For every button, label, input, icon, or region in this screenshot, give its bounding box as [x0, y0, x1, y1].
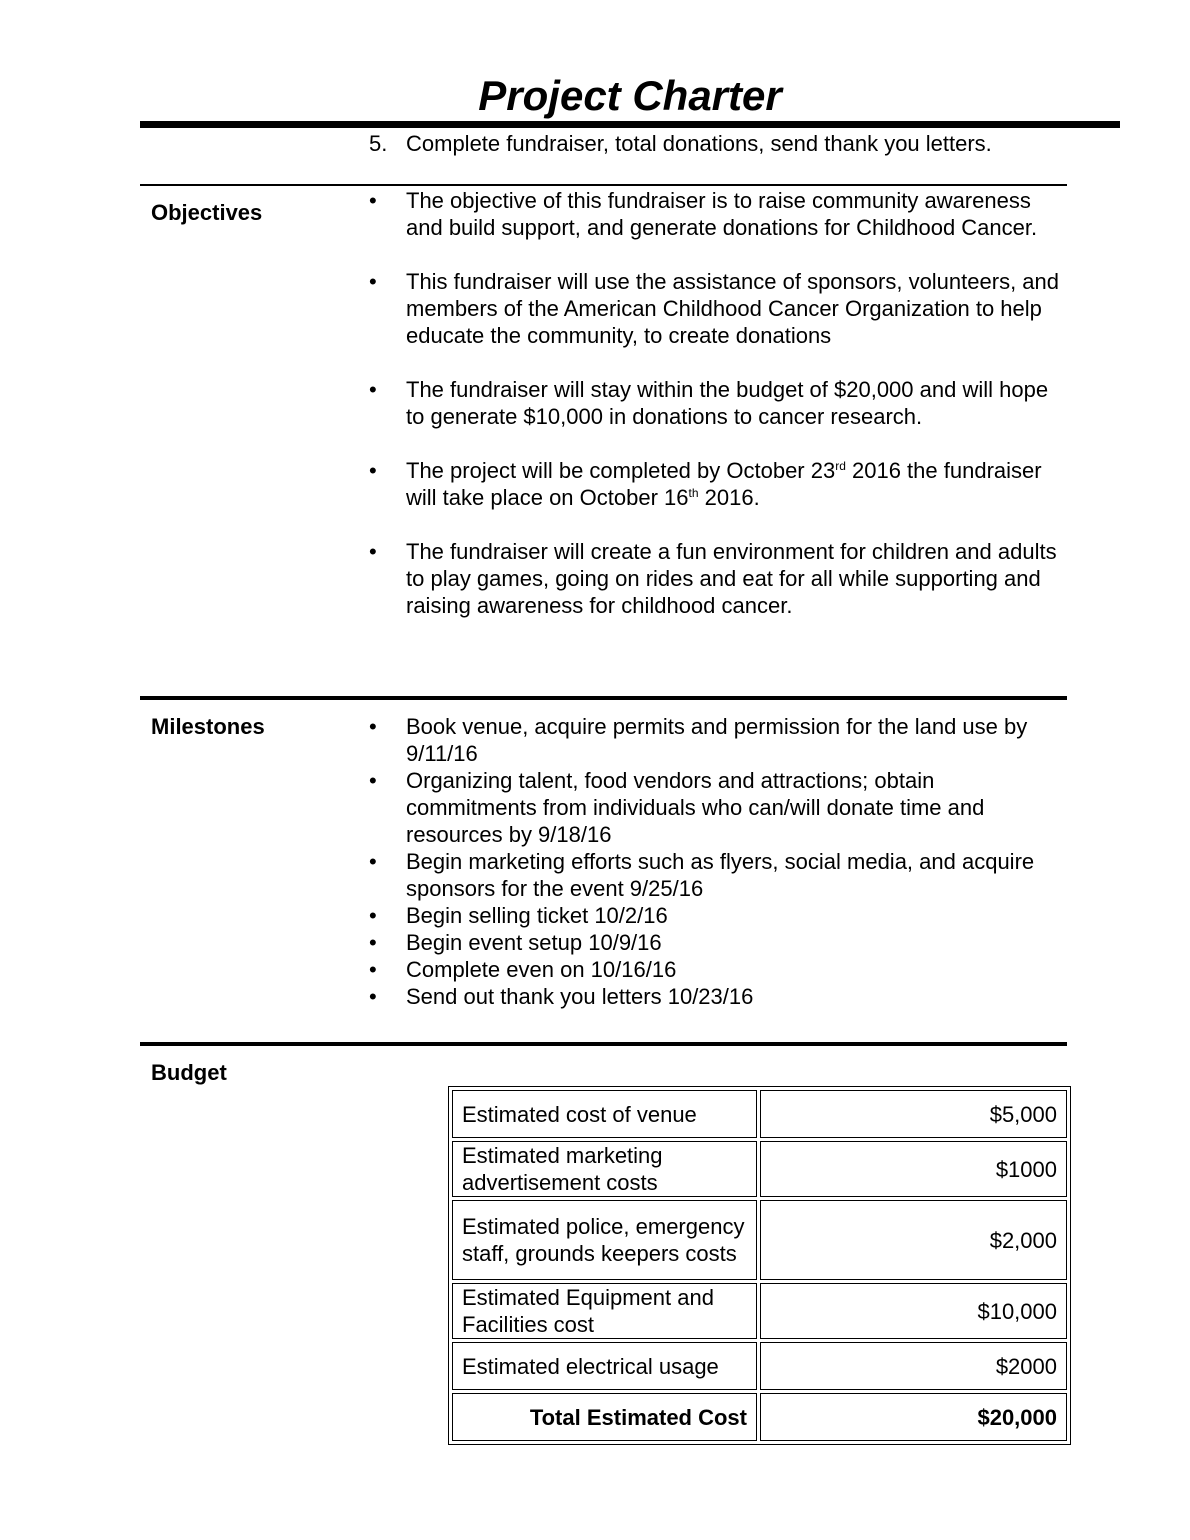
list-item: [369, 538, 1069, 619]
milestone-text: Complete even on 10/16/16: [406, 957, 677, 982]
budget-item-amount: $5,000: [760, 1090, 1067, 1138]
table-row: [452, 1283, 1067, 1339]
bullet-icon: •: [369, 957, 377, 982]
step-number: 5.: [369, 131, 388, 156]
list-item: [369, 956, 1069, 983]
budget-label: Budget: [151, 1060, 227, 1085]
list-item: [369, 902, 1069, 929]
bullet-icon: •: [369, 930, 377, 955]
section-divider: [140, 696, 1067, 700]
budget-item-amount: $2000: [760, 1342, 1067, 1390]
budget-total-label: Total Estimated Cost: [452, 1393, 757, 1441]
milestone-text: Organizing talent, food vendors and attractions; obtain commitments from individuals who can/will donate time and resources by 9/18/16: [406, 768, 985, 847]
ordinal-suffix: th: [688, 486, 699, 500]
ordinal-suffix: rd: [835, 459, 846, 473]
budget-item-desc: Estimated police, emergency staff, grounds keepers costs: [452, 1200, 757, 1280]
milestones-list: [369, 713, 1069, 1010]
list-item: [369, 713, 1069, 767]
step-text: Complete fundraiser, total donations, send thank you letters.: [406, 131, 992, 156]
bullet-icon: •: [369, 849, 377, 874]
budget-item-desc: Estimated marketing advertisement costs: [452, 1141, 757, 1197]
objective-text: 2016.: [698, 485, 760, 510]
milestones-label: Milestones: [151, 714, 265, 739]
bullet-icon: •: [369, 458, 377, 483]
list-item: [369, 187, 1069, 241]
objective-text: The objective of this fundraiser is to raise community awareness and build support, and generate donations for Childhood Cancer.: [406, 188, 1038, 240]
budget-item-desc: Estimated cost of venue: [452, 1090, 757, 1138]
list-item: [369, 767, 1069, 848]
list-item: [369, 983, 1069, 1010]
bullet-icon: •: [369, 539, 377, 564]
project-step-5: [369, 130, 992, 157]
table-row: [452, 1141, 1067, 1197]
page-title: Project Charter: [478, 72, 782, 119]
table-row: [452, 1200, 1067, 1280]
objective-text: This fundraiser will use the assistance of sponsors, volunteers, and members of the American Childhood Cancer Organization to help educate the community, to create donations: [406, 269, 1059, 348]
bullet-icon: •: [369, 714, 377, 739]
section-divider: [140, 1042, 1067, 1046]
objectives-label: Objectives: [151, 200, 263, 225]
bullet-icon: •: [369, 903, 377, 928]
bullet-icon: •: [369, 768, 377, 793]
section-divider: [140, 184, 1067, 186]
milestone-text: Begin event setup 10/9/16: [406, 930, 662, 955]
list-item: [369, 268, 1069, 349]
milestone-text: Book venue, acquire permits and permission for the land use by 9/11/16: [406, 714, 1028, 766]
budget-item-amount: $1000: [760, 1141, 1067, 1197]
milestone-text: Send out thank you letters 10/23/16: [406, 984, 754, 1009]
bullet-icon: •: [369, 984, 377, 1009]
milestone-text: Begin selling ticket 10/2/16: [406, 903, 668, 928]
list-item: [369, 376, 1069, 430]
budget-table: [448, 1086, 1071, 1445]
list-item: [369, 929, 1069, 956]
milestone-text: Begin marketing efforts such as flyers, social media, and acquire sponsors for the event 9/25/16: [406, 849, 1035, 901]
budget-total-amount: $20,000: [760, 1393, 1067, 1441]
objective-text: The fundraiser will stay within the budget of $20,000 and will hope to generate $10,000 in donations to cancer research.: [406, 377, 1049, 429]
table-row: [452, 1342, 1067, 1390]
list-item: [369, 457, 1069, 511]
objective-text: The fundraiser will create a fun environment for children and adults to play games, going on rides and eat for all while supporting and raising awareness for childhood cancer.: [406, 539, 1057, 618]
table-row: [452, 1090, 1067, 1138]
bullet-icon: •: [369, 269, 377, 294]
objectives-list: [369, 187, 1069, 619]
budget-item-amount: $10,000: [760, 1283, 1067, 1339]
bullet-icon: •: [369, 377, 377, 402]
bullet-icon: •: [369, 188, 377, 213]
budget-item-amount: $2,000: [760, 1200, 1067, 1280]
list-item: [369, 848, 1069, 902]
title-divider: [140, 121, 1120, 128]
table-total-row: [452, 1393, 1067, 1441]
budget-item-desc: Estimated electrical usage: [452, 1342, 757, 1390]
objective-text: The project will be completed by October 23: [406, 458, 836, 483]
budget-item-desc: Estimated Equipment and Facilities cost: [452, 1283, 757, 1339]
objective-text: 2016 the fundraiser will take place on October 16: [406, 458, 1042, 510]
